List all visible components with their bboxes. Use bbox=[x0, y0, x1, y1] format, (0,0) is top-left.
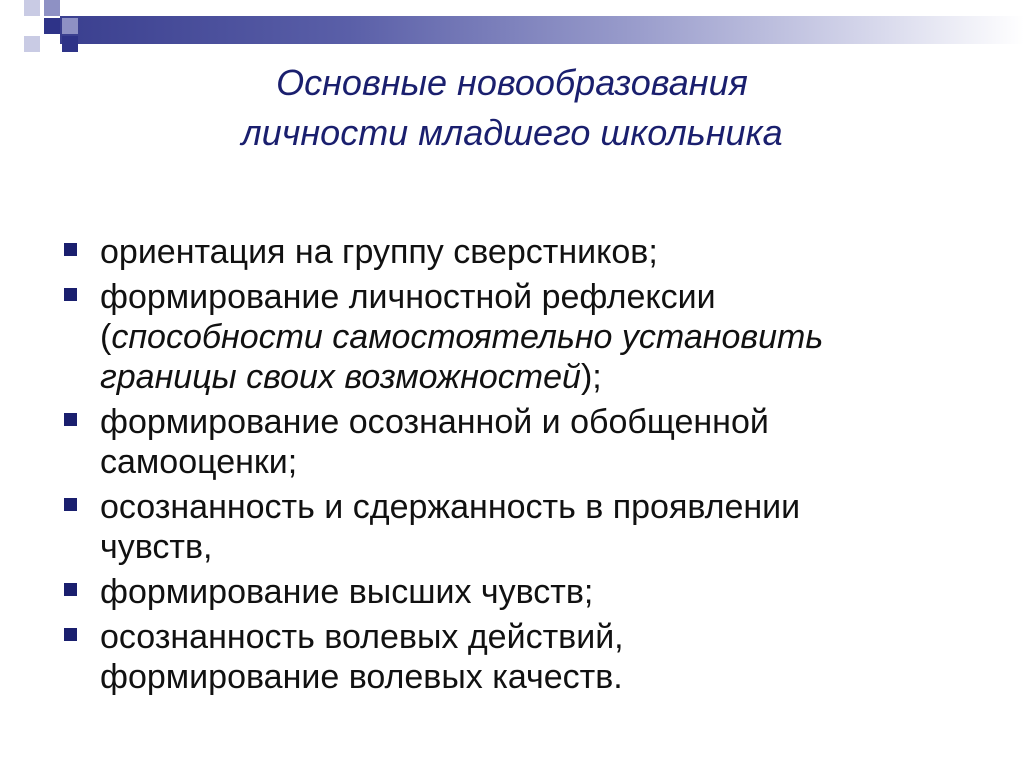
bullet-text: формирование осознанной и обобщенной bbox=[100, 403, 769, 441]
decor-square bbox=[24, 0, 40, 16]
slide-title bbox=[0, 58, 1024, 158]
bullet-text: формирование высших чувств; bbox=[100, 573, 594, 611]
decor-square bbox=[24, 36, 40, 52]
bullet-text: ориентация на группу сверстников; bbox=[100, 233, 658, 271]
title-line-2: личности младшего школьника bbox=[241, 112, 783, 153]
decor-square bbox=[62, 36, 78, 52]
close-paren: ); bbox=[580, 358, 602, 396]
bullet-item bbox=[64, 572, 964, 612]
bullet-text: осознанность волевых действий, bbox=[100, 618, 624, 656]
bullet-list bbox=[64, 232, 964, 702]
decor-square bbox=[62, 18, 78, 34]
italic-text: способности самостоятельно установить bbox=[111, 318, 824, 356]
square-bullet-icon bbox=[64, 583, 77, 596]
square-bullet-icon bbox=[64, 628, 77, 641]
decor-square bbox=[44, 0, 60, 16]
bullet-text-continuation bbox=[100, 317, 964, 357]
header-decoration bbox=[0, 0, 1024, 60]
bullet-text-continuation bbox=[100, 357, 964, 397]
title-line-1: Основные новообразования bbox=[276, 62, 748, 103]
bullet-text-continuation: чувств, bbox=[100, 528, 213, 566]
square-bullet-icon bbox=[64, 413, 77, 426]
square-bullet-icon bbox=[64, 243, 77, 256]
square-bullet-icon bbox=[64, 288, 77, 301]
bullet-item bbox=[64, 487, 964, 567]
italic-text: границы своих возможностей bbox=[100, 358, 581, 396]
bullet-text-continuation: самооценки; bbox=[100, 443, 298, 481]
bullet-item bbox=[64, 617, 964, 697]
bullet-text-continuation: формирование волевых качеств. bbox=[100, 658, 623, 696]
bullet-item bbox=[64, 232, 964, 272]
bullet-item bbox=[64, 277, 964, 397]
square-bullet-icon bbox=[64, 498, 77, 511]
bullet-text: осознанность и сдержанность в проявлении bbox=[100, 488, 801, 526]
open-paren: ( bbox=[100, 318, 112, 356]
bullet-text: формирование личностной рефлексии bbox=[100, 278, 716, 316]
decor-square bbox=[44, 18, 60, 34]
bullet-item bbox=[64, 402, 964, 482]
header-gradient-bar bbox=[60, 16, 1024, 44]
